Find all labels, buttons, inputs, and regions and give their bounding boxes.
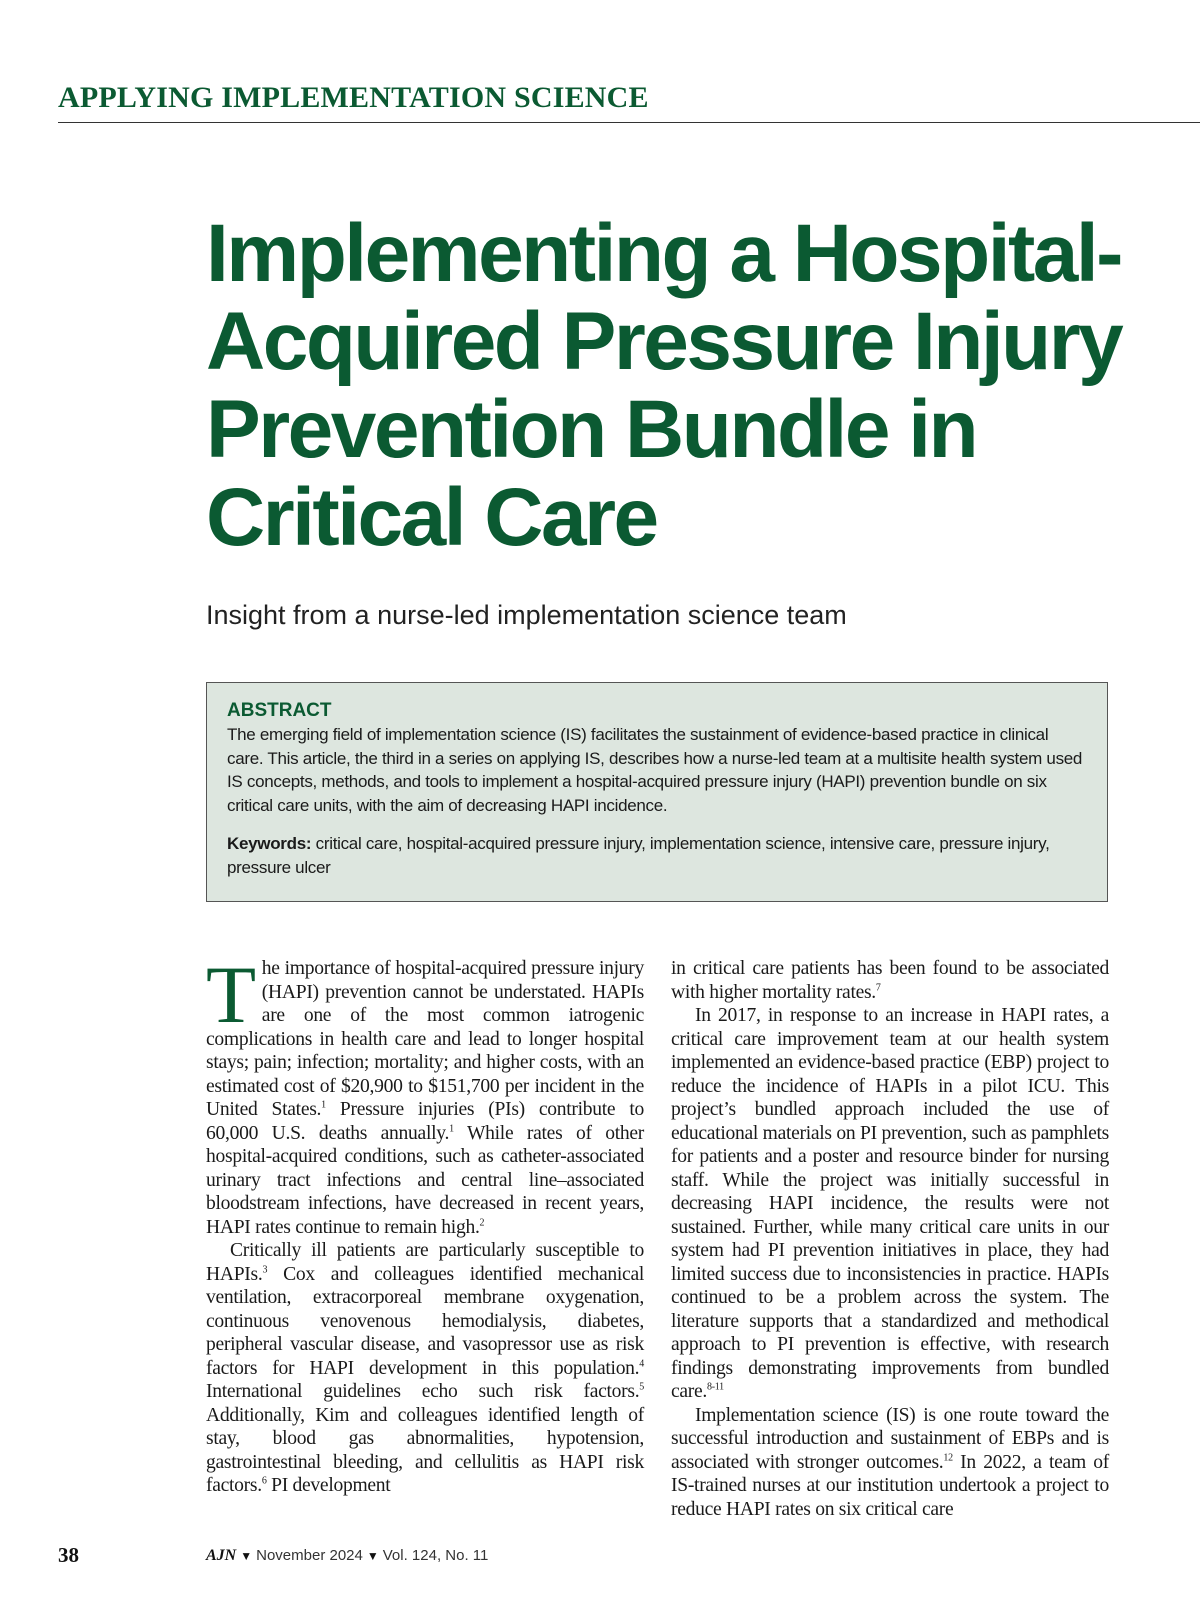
journal-name: AJN [206,1547,237,1564]
citation-ref: 1 [321,1099,326,1111]
article-subtitle: Insight from a nurse-led implementation science team [206,600,847,630]
paragraph [671,1404,1109,1522]
abstract-box [206,682,1108,902]
keywords-list: critical care, hospital-acquired pressure injury, implementation science, intensive care, pressure injury, pressure ulcer [227,834,1050,877]
footer-journal-info [206,1547,488,1565]
drop-cap: T [206,949,256,1040]
text-run: Cox and colleagues identified mechanical ventilation, extracorporeal membrane oxygenation, continuous venovenous hemodialysis, diabetes, peripheral vascular disease, and vasopressor use as risk factors for HAPI development in this population. [206,1263,644,1379]
paragraph [671,957,1109,1004]
paragraph [206,1239,644,1498]
citation-ref: 7 [875,981,881,993]
body-column-left [206,949,644,1498]
text-run: International guidelines echo such risk factors. [206,1381,640,1402]
citation-ref: 8-11 [707,1381,724,1393]
section-heading: APPLYING IMPLEMENTATION SCIENCE [58,78,1200,123]
article-title: Implementing a Hospital-Acquired Pressure Injury Prevention Bundle in Critical Care [206,208,1122,563]
text-run: In 2022, a team of IS-trained nurses at our institution undertook a project to reduce HAPI rates on six critical care [671,1451,1109,1520]
citation-ref: 2 [479,1216,485,1228]
paragraph [671,1004,1109,1404]
citation-ref: 6 [261,1475,267,1487]
issue-date: November 2024 [256,1547,363,1564]
citation-ref: 1 [449,1122,454,1134]
citation-ref: 3 [262,1263,268,1275]
keywords-label: Keywords: [227,834,312,853]
keywords [227,832,1087,879]
paragraph [206,949,644,1239]
body-column-right [671,957,1109,1521]
triangle-separator-icon: ▼ [240,1549,253,1563]
citation-ref: 4 [639,1357,644,1369]
citation-ref: 5 [639,1381,644,1393]
text-run: Pressure injuries (PIs) contribute to 60,000 U.S. deaths annually. [206,1099,644,1144]
text-run: While rates of other hospital-acquired conditions, such as catheter-associated urinary tract infections and central line–associated bloodstream infections, have decreased in recent years, HAPI rates continue to remain high. [206,1122,644,1238]
abstract-text: The emerging field of implementation science (IS) facilitates the sustainment of evidence-based practice in clinical care. This article, the third in a series on applying IS, describes how a nurse-led team at a multisite health system used IS concepts, methods, and tools to implement a hospital-acquired pressure injury (HAPI) prevention bundle on six critical care units, with the aim of decreasing HAPI incidence. [227,725,1083,815]
text-run: PI development [266,1475,391,1496]
page-number: 38 [58,1543,79,1567]
text-run: In 2017, in response to an increase in HAPI rates, a critical care improvement team at our health system implemented an evidence-based practice (EBP) project to reduce the incidence of HAPIs in a pilot ICU. This project’s bundled approach included the use of educational materials on PI prevention, such as pamphlets for patients and a poster and resource binder for nursing staff. While the project was initially successful in decreasing HAPI incidence, the results were not sustained. Further, while many critical care units in our system had PI prevention initiatives in place, they had limited success due to inconsistencies in practice. HAPIs continued to be a problem across the system. The literature supports that a standardized and methodical approach to PI prevention is effective, with research findings demonstrating improvements from bundled care. [671,1005,1109,1402]
text-run: Additionally, Kim and colleagues identified length of stay, blood gas abnormalities, hypotension, gastrointestinal bleeding, and cellulitis as HAPI risk factors. [206,1404,644,1496]
text-run: he importance of hospital-acquired pressure injury (HAPI) prevention cannot be understated. HAPIs are one of the most common iatrogenic complications in health care and lead to longer hospital stays; pain; infection; mortality; and higher costs, with an estimated cost of $20,900 to $151,700 per incident in the United States. [206,958,644,1120]
triangle-separator-icon: ▼ [366,1549,379,1563]
text-run: in critical care patients has been found to be associated with higher mortality rates. [671,958,1109,1003]
text-run: Implementation science (IS) is one route toward the successful introduction and sustainment of EBPs and is associated with stronger outcomes. [671,1404,1109,1473]
abstract-heading: ABSTRACT [227,700,332,721]
text-run: Critically ill patients are particularly susceptible to HAPIs. [206,1240,644,1285]
citation-ref: 12 [943,1451,953,1463]
volume-issue: Vol. 124, No. 11 [382,1547,489,1564]
